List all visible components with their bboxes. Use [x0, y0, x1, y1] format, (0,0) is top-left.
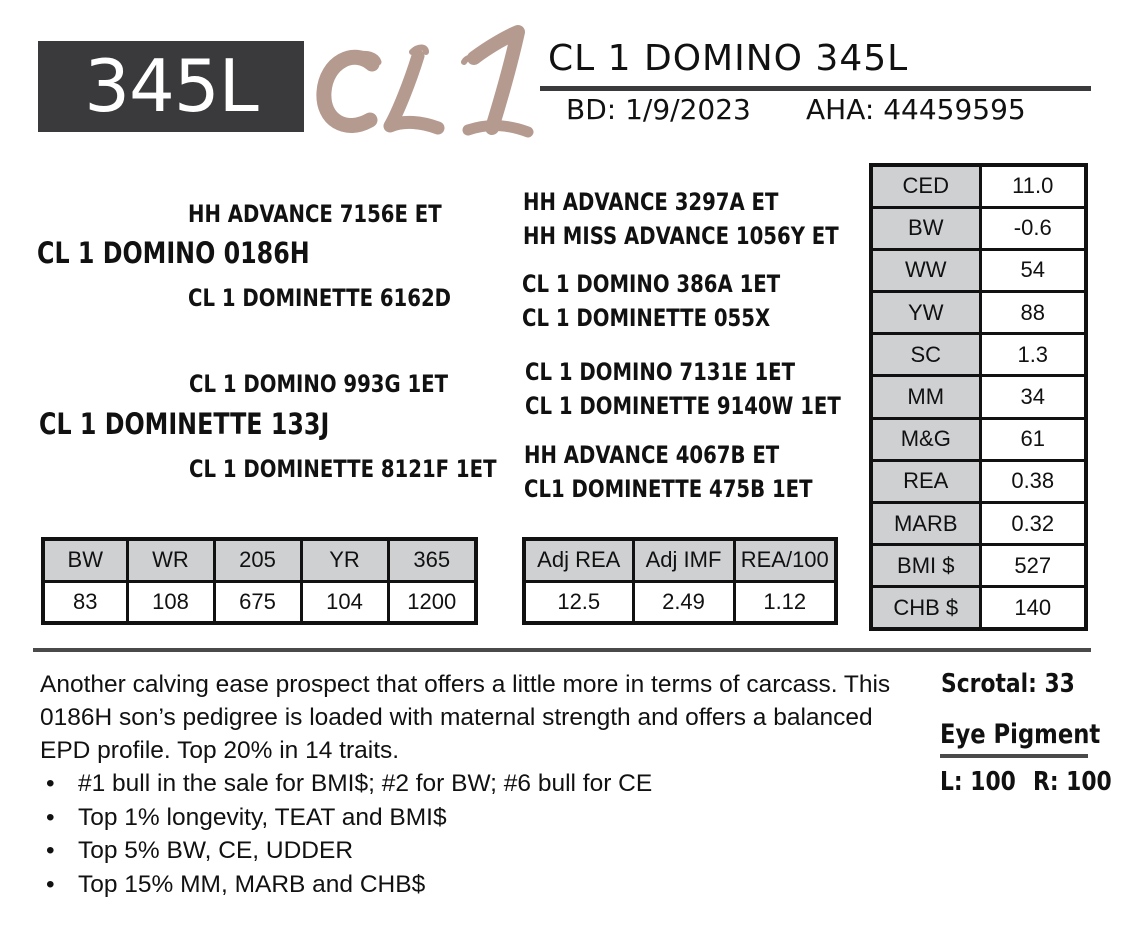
epd-value: 88 — [980, 292, 1086, 334]
epd-row — [871, 376, 1086, 418]
epd-value: 527 — [980, 545, 1086, 587]
list-item: • Top 5% BW, CE, UDDER — [40, 834, 652, 868]
pedigree-ss-dam: HH MISS ADVANCE 1056Y ET — [523, 222, 839, 250]
pedigree-dam-sire: CL 1 DOMINO 993G 1ET — [189, 370, 449, 398]
epd-row — [871, 165, 1086, 207]
epd-value: -0.6 — [980, 207, 1086, 249]
description: Another calving ease prospect that offers a little more in terms of carcass. This 0186H son’s pedigree is loaded with maternal strength and offers a balanced EPD profile. Top 20% in 14 traits. — [40, 671, 891, 764]
performance-value: 675 — [214, 581, 301, 623]
performance-value: 104 — [301, 581, 388, 623]
epd-label: SC — [871, 334, 980, 376]
performance-header: YR — [301, 539, 388, 581]
carcass-header: REA/100 — [734, 539, 836, 581]
header-divider — [540, 86, 1091, 91]
epd-row — [871, 418, 1086, 460]
cl1-logo — [314, 22, 539, 142]
performance-value: 83 — [43, 581, 127, 623]
highlights-list — [40, 767, 652, 901]
performance-header-row — [43, 539, 476, 581]
pedigree-ds-sire: CL 1 DOMINO 7131E 1ET — [525, 358, 796, 386]
performance-value: 108 — [127, 581, 214, 623]
pedigree-dam: CL 1 DOMINETTE 133J — [39, 407, 330, 441]
epd-row — [871, 587, 1086, 629]
epd-value: 61 — [980, 418, 1086, 460]
epd-row — [871, 460, 1086, 502]
epd-value: 54 — [980, 249, 1086, 291]
epd-label: YW — [871, 292, 980, 334]
pedigree-dam-dam: CL 1 DOMINETTE 8121F 1ET — [189, 455, 497, 483]
epd-label: M&G — [871, 418, 980, 460]
carcass-header: Adj IMF — [633, 539, 734, 581]
pedigree-dd-sire: HH ADVANCE 4067B ET — [524, 441, 780, 469]
pedigree-ss-sire: HH ADVANCE 3297A ET — [523, 188, 779, 216]
epd-value: 0.32 — [980, 503, 1086, 545]
pedigree-sire-dam: CL 1 DOMINETTE 6162D — [188, 284, 451, 312]
epd-value: 0.38 — [980, 460, 1086, 502]
eye-pigment-right: R: 100 — [1033, 767, 1112, 797]
eye-pigment-divider — [940, 754, 1088, 758]
carcass-table — [522, 537, 838, 625]
performance-header: 205 — [214, 539, 301, 581]
pedigree-dd-dam: CL1 DOMINETTE 475B 1ET — [524, 475, 813, 503]
epd-table — [869, 163, 1088, 631]
eye-pigment-left: L: 100 — [940, 767, 1016, 797]
pedigree-sd-dam: CL 1 DOMINETTE 055X — [522, 304, 771, 332]
epd-label: CHB $ — [871, 587, 980, 629]
carcass-value: 12.5 — [524, 581, 633, 623]
eye-pigment-title: Eye Pigment — [940, 719, 1101, 750]
performance-header: WR — [127, 539, 214, 581]
lot-number: 345L — [38, 41, 304, 132]
epd-row — [871, 503, 1086, 545]
scrotal-measure: Scrotal: 33 — [941, 669, 1075, 699]
section-divider — [33, 648, 1091, 652]
epd-label: REA — [871, 460, 980, 502]
epd-label: BMI $ — [871, 545, 980, 587]
list-item: • #1 bull in the sale for BMI$; #2 for BW; #6 bull for CE — [40, 767, 652, 801]
performance-header: BW — [43, 539, 127, 581]
performance-value-row — [43, 581, 476, 623]
epd-row — [871, 249, 1086, 291]
epd-value: 11.0 — [980, 165, 1086, 207]
pedigree-sd-sire: CL 1 DOMINO 386A 1ET — [522, 270, 781, 298]
epd-row — [871, 207, 1086, 249]
pedigree-sire-sire: HH ADVANCE 7156E ET — [188, 200, 442, 228]
carcass-value: 2.49 — [633, 581, 734, 623]
epd-value: 140 — [980, 587, 1086, 629]
registration-number: AHA: 44459595 — [806, 93, 1026, 126]
epd-value: 1.3 — [980, 334, 1086, 376]
epd-row — [871, 545, 1086, 587]
pedigree-sire: CL 1 DOMINO 0186H — [37, 236, 310, 270]
epd-label: WW — [871, 249, 980, 291]
epd-label: CED — [871, 165, 980, 207]
epd-label: MARB — [871, 503, 980, 545]
performance-value: 1200 — [388, 581, 476, 623]
birth-date: BD: 1/9/2023 — [566, 93, 751, 126]
epd-row — [871, 292, 1086, 334]
epd-label: MM — [871, 376, 980, 418]
carcass-header-row — [524, 539, 836, 581]
performance-table — [41, 537, 478, 625]
carcass-value-row — [524, 581, 836, 623]
pedigree-ds-dam: CL 1 DOMINETTE 9140W 1ET — [525, 392, 841, 420]
epd-label: BW — [871, 207, 980, 249]
list-item: • Top 15% MM, MARB and CHB$ — [40, 868, 652, 902]
carcass-header: Adj REA — [524, 539, 633, 581]
epd-value: 34 — [980, 376, 1086, 418]
epd-row — [871, 334, 1086, 376]
list-item: • Top 1% longevity, TEAT and BMI$ — [40, 801, 652, 835]
carcass-value: 1.12 — [734, 581, 836, 623]
performance-header: 365 — [388, 539, 476, 581]
animal-name: CL 1 DOMINO 345L — [548, 38, 909, 79]
